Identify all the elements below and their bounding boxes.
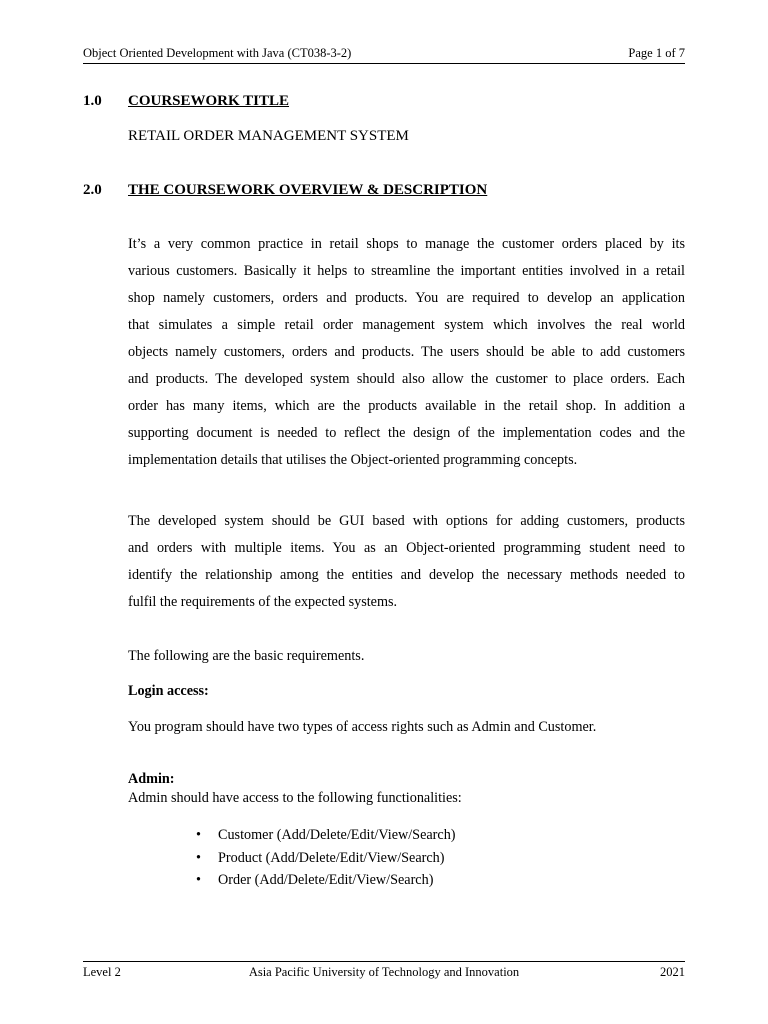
paragraph-line: that simulates a simple retail order management system which involves the real world xyxy=(128,317,685,333)
paragraph-line: It’s a very common practice in retail shops to manage the customer orders placed by its xyxy=(128,236,685,252)
footer-level: Level 2 xyxy=(83,965,121,979)
section-2-title: THE COURSEWORK OVERVIEW & DESCRIPTION xyxy=(128,182,488,198)
list-item xyxy=(196,848,456,871)
admin-heading: Admin: xyxy=(128,771,175,787)
course-name: Object Oriented Development with Java (CT038-3-2) xyxy=(83,46,352,60)
footer-institution: Asia Pacific University of Technology and Innovation xyxy=(248,965,520,979)
admin-intro: Admin should have access to the following functionalities: xyxy=(128,790,462,806)
section-2-number: 2.0 xyxy=(83,182,102,198)
list-item xyxy=(196,825,456,848)
list-item-text: Product (Add/Delete/Edit/View/Search) xyxy=(218,849,445,866)
paragraph-line: objects namely customers, orders and products. The users should be able to add customers xyxy=(128,344,685,360)
bullet-icon: • xyxy=(196,849,201,866)
page-header xyxy=(83,45,685,64)
page-number: Page 1 of 7 xyxy=(628,46,685,60)
list-item xyxy=(196,870,456,893)
page-footer xyxy=(83,961,685,982)
paragraph-line: order has many items, which are the products available in the retail shop. In addition a xyxy=(128,398,685,414)
paragraph-line: and products. The developed system should also allow the customer to place orders. Each xyxy=(128,371,685,387)
paragraph-line: The developed system should be GUI based with options for adding customers, products xyxy=(128,513,685,529)
admin-functionality-list xyxy=(196,825,456,893)
paragraph-line: supporting document is needed to reflect the design of the implementation codes and the xyxy=(128,425,685,441)
requirements-intro: The following are the basic requirements. xyxy=(128,648,365,664)
paragraph-line: identify the relationship among the entities and develop the necessary methods needed to xyxy=(128,567,685,583)
paragraph-line: fulfil the requirements of the expected systems. xyxy=(128,594,398,610)
section-1-number: 1.0 xyxy=(83,93,102,109)
list-item-text: Order (Add/Delete/Edit/View/Search) xyxy=(218,872,434,888)
paragraph-line: various customers. Basically it helps to streamline the important entities involved in a retail xyxy=(128,263,685,279)
footer-year: 2021 xyxy=(660,965,685,979)
bullet-icon: • xyxy=(196,827,201,843)
overview-paragraph-1 xyxy=(128,231,685,474)
login-access-heading: Login access: xyxy=(128,683,209,699)
paragraph-line: implementation details that utilises the Object-oriented programming concepts. xyxy=(128,452,578,468)
list-item-text: Customer (Add/Delete/Edit/View/Search) xyxy=(218,827,456,843)
overview-paragraph-2 xyxy=(128,508,685,616)
paragraph-line: shop namely customers, orders and products. You are required to develop an application xyxy=(128,290,685,306)
login-access-text: You program should have two types of access rights such as Admin and Customer. xyxy=(128,719,597,735)
section-1-title: COURSEWORK TITLE xyxy=(128,93,290,109)
bullet-icon: • xyxy=(196,872,201,888)
coursework-subtitle: RETAIL ORDER MANAGEMENT SYSTEM xyxy=(128,128,409,144)
paragraph-line: and orders with multiple items. You as an Object-oriented programming student need to xyxy=(128,540,685,556)
